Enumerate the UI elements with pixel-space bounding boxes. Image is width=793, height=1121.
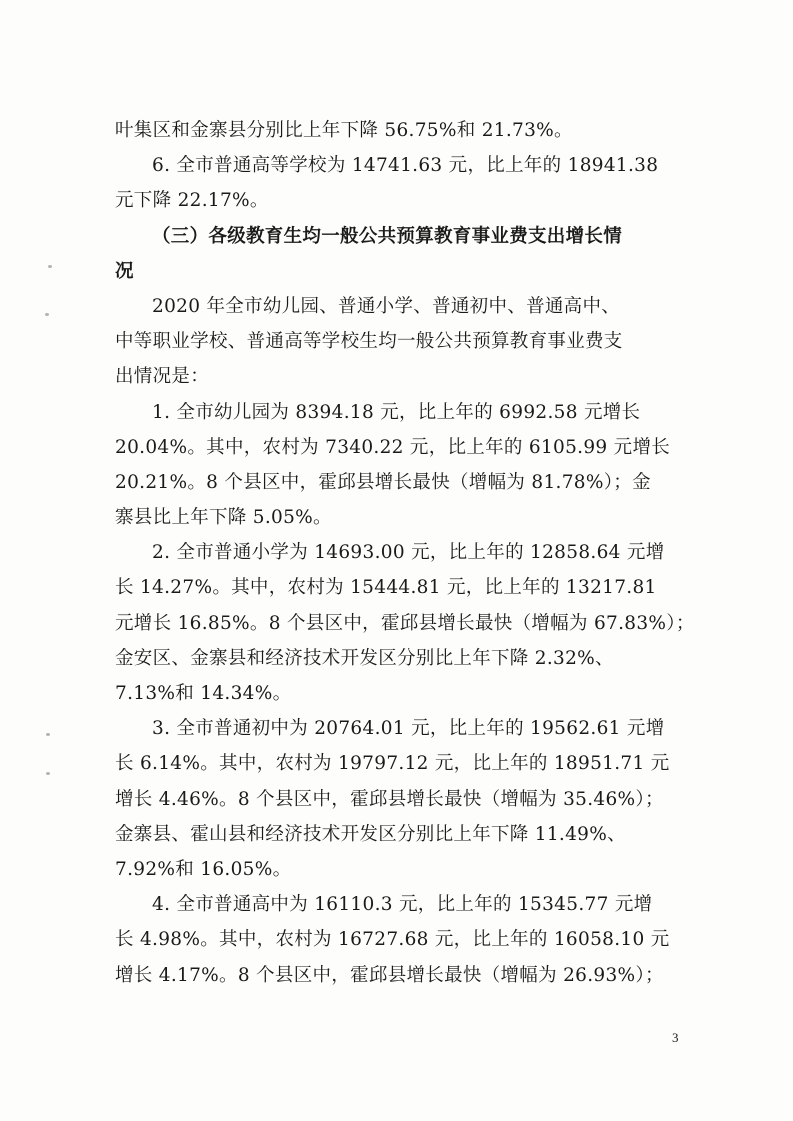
paragraph-line: 增长 4.46%。8 个县区中，霍邱县增长最快（增幅为 35.46%）；	[115, 788, 664, 810]
paragraph-line: 2020 年全市幼儿园、普通小学、普通初中、普通高中、	[152, 295, 621, 317]
paragraph-line: 1. 全市幼儿园为 8394.18 元，比上年的 6992.58 元增长	[152, 401, 641, 423]
paragraph-line: 金寨县、霍山县和经济技术开发区分别比上年下降 11.49%、	[115, 823, 626, 845]
paragraph-line: 叶集区和金寨县分别比上年下降 56.75%和 21.73%。	[115, 120, 573, 141]
paragraph-line: 出情况是：	[115, 366, 210, 388]
paragraph-line: 长 14.27%。其中，农村为 15444.81 元，比上年的 13217.81	[115, 577, 657, 599]
body-text	[115, 113, 695, 993]
paragraph-line: 7.13%和 14.34%。	[115, 683, 292, 704]
paragraph-line: 20.21%。8 个县区中，霍邱县增长最快（增幅为 81.78%）；金	[115, 471, 651, 493]
paragraph-line: 长 4.98%。其中，农村为 16727.68 元，比上年的 16058.10 元	[115, 929, 670, 951]
paragraph-line: 3. 全市普通初中为 20764.01 元，比上年的 19562.61 元增	[152, 718, 665, 740]
section-heading-line: （三）各级教育生均一般公共预算教育事业费支出增长情	[152, 225, 623, 247]
paragraph-line: 中等职业学校、普通高等学校生均一般公共预算教育事业费支	[115, 331, 623, 353]
scan-speck	[48, 265, 52, 268]
section-heading-line: 况	[115, 260, 134, 282]
paragraph-line: 7.92%和 16.05%。	[115, 858, 292, 880]
paragraph-line: 2. 全市普通小学为 14693.00 元，比上年的 12858.64 元增	[152, 542, 665, 564]
paragraph-line: 6. 全市普通高等学校为 14741.63 元，比上年的 18941.38	[152, 155, 659, 177]
paragraph-line: 4. 全市普通高中为 16110.3 元，比上年的 15345.77 元增	[152, 894, 653, 916]
paragraph-line: 寨县比上年下降 5.05%。	[115, 507, 332, 529]
paragraph-line: 元增长 16.85%。8 个县区中，霍邱县增长最快（增幅为 67.83%）；	[115, 612, 695, 634]
scan-speck	[45, 313, 49, 316]
page-number: 3	[672, 1030, 679, 1045]
paragraph-line: 金安区、金寨县和经济技术开发区分别比上年下降 2.32%、	[115, 647, 614, 669]
scan-speck	[46, 733, 50, 736]
scan-speck	[46, 772, 50, 775]
paragraph-line: 增长 4.17%。8 个县区中，霍邱县增长最快（增幅为 26.93%）；	[115, 964, 664, 986]
paragraph-line: 元下降 22.17%。	[115, 190, 269, 212]
paragraph-line: 20.04%。其中，农村为 7340.22 元，比上年的 6105.99 元增长	[115, 436, 671, 458]
paragraph-line: 长 6.14%。其中，农村为 19797.12 元，比上年的 18951.71 元	[115, 753, 670, 775]
